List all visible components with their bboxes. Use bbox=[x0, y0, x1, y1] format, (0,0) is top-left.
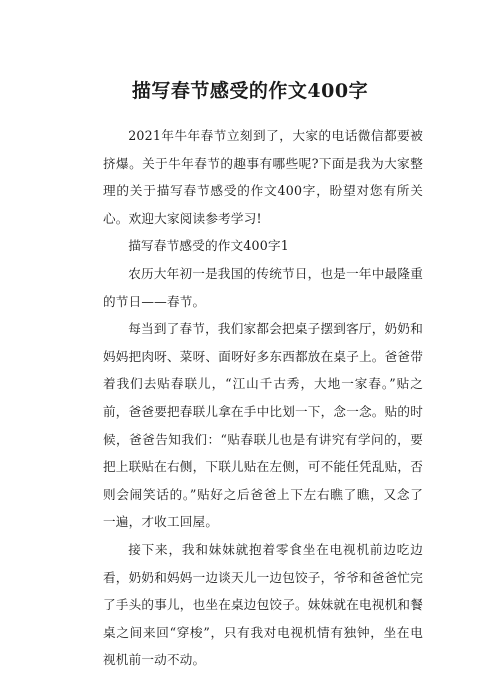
body-paragraph: 接下来，我和妹妹就抱着零食坐在电视机前边吃边看，奶奶和妈妈一边谈天儿一边包饺子，爷爷和爸爸忙完了手头的事儿，也坐在桌边包饺子。妹妹就在电视机和餐桌之间来回“穿梭”，只有我对电视机情有独钟，坐在电视机前一动不动。 bbox=[103, 541, 423, 668]
body-paragraph: 每当到了春节，我们家都会把桌子摆到客厅，奶奶和妈妈把肉呀、菜呀、面呀好多东西都放在桌子上。爸爸带着我们去贴春联儿，“江山千古秀，大地一家春。”贴之前，爸爸要把春联儿拿在手中比划一下，念一念。贴的时候，爸爸告知我们：“贴春联儿也是有讲究有学问的，要把上联贴在右侧，下联儿贴在左侧，可不能任凭乱贴，否则会闹笑话的。”贴好之后爸爸上下左右瞧了瞧，又念了一遍，才收工回屋。 bbox=[103, 321, 423, 530]
body-paragraph: 农历大年初一是我国的传统节日，也是一年中最隆重的节日——春节。 bbox=[103, 265, 423, 309]
intro-paragraph: 2021年牛年春节立刻到了，大家的电话微信都要被挤爆。关于牛年春节的趣事有哪些呢?下面是我为大家整理的关于描写春节感受的作文400字，盼望对您有所关心。欢迎大家阅读参考学习! bbox=[103, 128, 423, 226]
document-title: 描写春节感受的作文400字 bbox=[131, 80, 369, 102]
section-heading: 描写春节感受的作文400字1 bbox=[128, 238, 289, 254]
document-body bbox=[103, 122, 423, 674]
